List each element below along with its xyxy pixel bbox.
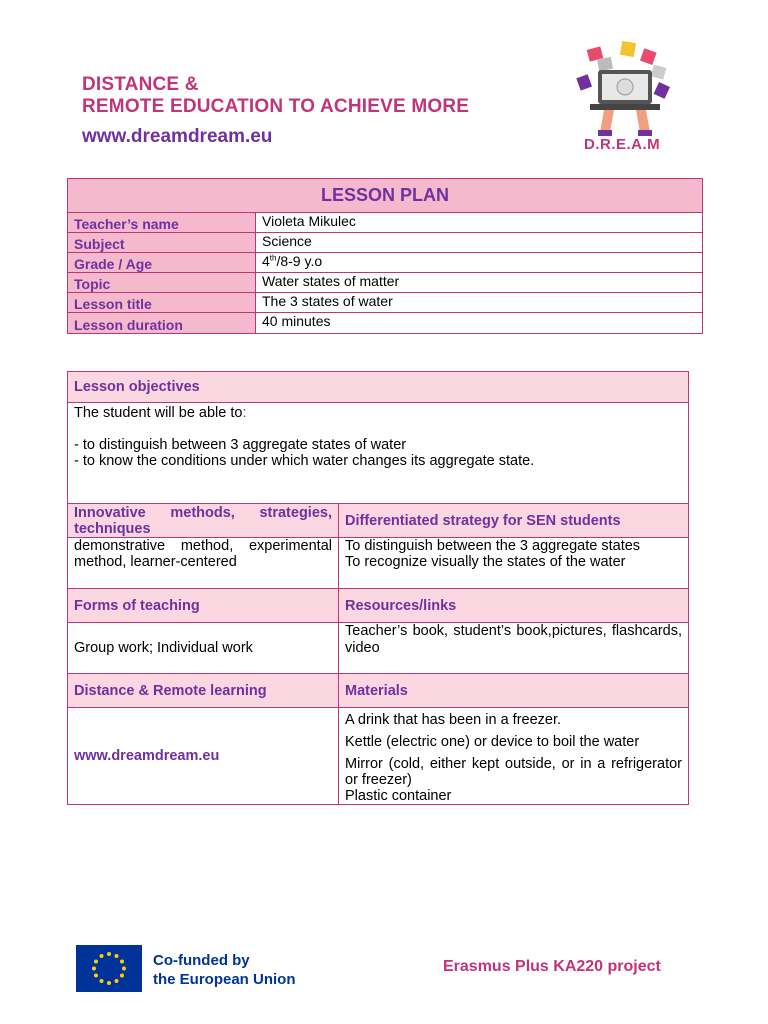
row-value: Water states of matter [256, 273, 703, 293]
eu-flag-icon [76, 945, 142, 992]
sen-strategy-value: To distinguish between the 3 aggregate states To recognize visually the states of the water [339, 538, 689, 589]
row-value [256, 253, 703, 273]
material-item: Plastic container [345, 788, 452, 804]
distance-header: Distance & Remote learning [68, 674, 339, 708]
table-row [68, 253, 703, 273]
methods-header: Innovative methods, strategies, techniques [68, 504, 339, 538]
material-item: Kettle (electric one) or device to boil the water [345, 734, 640, 750]
sen-strategy-header: Differentiated strategy for SEN students [339, 504, 689, 538]
methods-value: demonstrative method, experimental method, learner-centered [68, 538, 339, 589]
table-row [68, 213, 703, 233]
grade-suffix: th [269, 253, 277, 263]
row-value: 40 minutes [256, 313, 703, 334]
distance-value [68, 708, 339, 805]
header-line1: DISTANCE & [82, 74, 199, 95]
table-row [68, 233, 703, 253]
document-header [82, 74, 469, 148]
table-row [68, 293, 703, 313]
row-label: Grade / Age [68, 253, 256, 273]
distance-link[interactable]: www.dreamdream.eu [74, 748, 220, 764]
lesson-plan-table [67, 178, 703, 334]
forms-header: Forms of teaching [68, 589, 339, 623]
row-label: Lesson title [68, 293, 256, 313]
row-value: Violeta Mikulec [256, 213, 703, 233]
logo-text: D.R.E.A.M [584, 136, 661, 153]
row-value: Science [256, 233, 703, 253]
material-item: Mirror (cold, either kept outside, or in a refrigerator or freezer) [345, 756, 682, 788]
row-label: Lesson duration [68, 313, 256, 334]
material-item: A drink that has been in a freezer. [345, 712, 562, 728]
objectives-body [68, 403, 689, 504]
grade-age: /8-9 y.o [276, 253, 323, 269]
lesson-details-table [67, 371, 689, 805]
header-url-link[interactable]: www.dreamdream.eu [82, 126, 273, 147]
row-label: Subject [68, 233, 256, 253]
table-row [68, 273, 703, 293]
objectives-intro: The student will be able to: [74, 405, 247, 421]
resources-header: Resources/links [339, 589, 689, 623]
objectives-header: Lesson objectives [68, 372, 689, 403]
objective-item: - to know the conditions under which water changes its aggregate state. [74, 453, 535, 469]
resources-value: Teacher’s book, student’s book,pictures, flashcards, video [339, 623, 689, 674]
header-line2: REMOTE EDUCATION TO ACHIEVE MORE [82, 96, 470, 117]
grade-number: 4 [262, 253, 270, 269]
row-value: The 3 states of water [256, 293, 703, 313]
lesson-plan-title: LESSON PLAN [68, 179, 703, 213]
materials-header: Materials [339, 674, 689, 708]
table-row [68, 313, 703, 334]
objective-item: - to distinguish between 3 aggregate states of water [74, 437, 407, 453]
row-label: Topic [68, 273, 256, 293]
eu-cofunded-text: Co-funded by the European Union [153, 952, 296, 988]
row-label: Teacher’s name [68, 213, 256, 233]
forms-value: Group work; Individual work [68, 623, 339, 674]
materials-value [339, 708, 689, 805]
erasmus-project-text: Erasmus Plus KA220 project [443, 958, 661, 975]
